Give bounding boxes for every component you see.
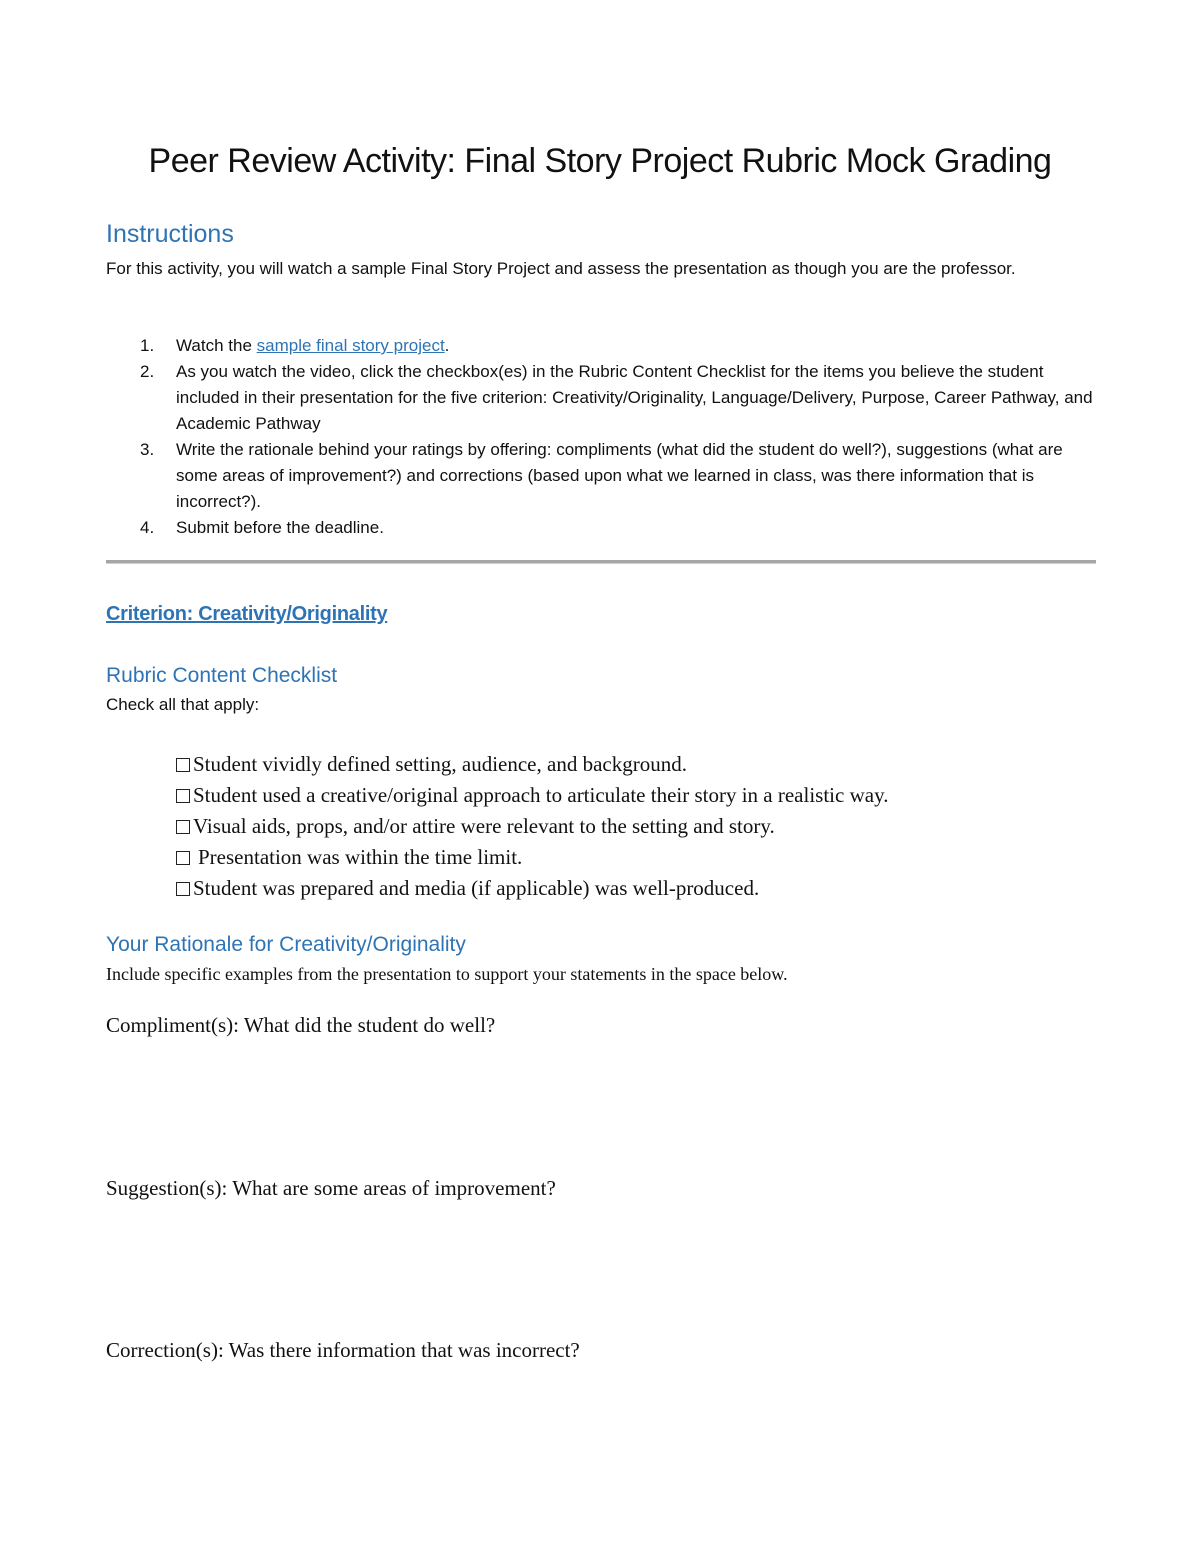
instructions-heading: Instructions bbox=[106, 220, 234, 248]
checklist-heading: Rubric Content Checklist bbox=[106, 664, 338, 687]
correction-question: Correction(s): Was there information that was incorrect? bbox=[106, 1338, 580, 1362]
checklist-item-time-limit[interactable] bbox=[176, 842, 888, 873]
checklist-item-prepared[interactable] bbox=[176, 873, 888, 904]
checklist-item-label: Student vividly defined setting, audience, and background. bbox=[193, 752, 687, 776]
compliment-answer-field[interactable] bbox=[106, 1045, 1100, 1159]
checklist-item-visual-aids[interactable] bbox=[176, 811, 888, 842]
checklist-item-label: Student was prepared and media (if applicable) was well-produced. bbox=[193, 876, 760, 900]
step-text-end: . bbox=[444, 336, 450, 355]
checklist-item-approach[interactable] bbox=[176, 780, 888, 811]
step-number: 1. bbox=[140, 336, 155, 355]
instructions-steps bbox=[106, 333, 1096, 541]
rationale-heading: Your Rationale for Creativity/Originality bbox=[106, 933, 466, 956]
step-text: As you watch the video, click the checkbox(es) in the Rubric Content Checklist for the items you believe the student included in their presentation for the five criterion: Creativity/Originality, Language/Delivery, Purpose, Career Pathway, and Academic Pathway bbox=[176, 362, 1093, 433]
step-2 bbox=[106, 359, 1096, 437]
rationale-instruction: Include specific examples from the presentation to support your statements in the space below. bbox=[106, 964, 788, 984]
rubric-checklist bbox=[176, 749, 888, 904]
checklist-item-label: Presentation was within the time limit. bbox=[198, 845, 523, 869]
checkbox[interactable] bbox=[176, 882, 190, 896]
checkbox[interactable] bbox=[176, 789, 190, 803]
checklist-item-label: Visual aids, props, and/or attire were relevant to the setting and story. bbox=[193, 814, 775, 838]
suggestion-question: Suggestion(s): What are some areas of improvement? bbox=[106, 1176, 556, 1200]
criterion-heading: Criterion: Creativity/Originality bbox=[106, 603, 388, 625]
section-divider bbox=[106, 560, 1096, 564]
checklist-item-label: Student used a creative/original approach to articulate their story in a realistic way. bbox=[193, 783, 889, 807]
checklist-instruction: Check all that apply: bbox=[106, 695, 260, 714]
correction-answer-field[interactable] bbox=[106, 1370, 1100, 1484]
checklist-item-setting[interactable] bbox=[176, 749, 888, 780]
compliment-question: Compliment(s): What did the student do well? bbox=[106, 1013, 496, 1037]
checkbox[interactable] bbox=[176, 758, 190, 772]
step-text: Write the rationale behind your ratings by offering: compliments (what did the student do well?), suggestions (what are some areas of improvement?) and corrections (based upon what we learned in class, was there information that is incorrect?). bbox=[176, 440, 1063, 511]
step-4 bbox=[106, 515, 1096, 541]
sample-project-link[interactable]: sample final story project bbox=[256, 336, 445, 355]
page-title: Peer Review Activity: Final Story Project Rubric Mock Grading bbox=[148, 142, 1052, 180]
step-number: 4. bbox=[140, 518, 155, 537]
step-text: Watch the bbox=[176, 336, 257, 355]
suggestion-answer-field[interactable] bbox=[106, 1208, 1100, 1322]
instructions-intro: For this activity, you will watch a sample Final Story Project and assess the presentation as though you are the professor. bbox=[106, 259, 1016, 278]
checkbox[interactable] bbox=[176, 851, 190, 865]
step-1 bbox=[106, 333, 1096, 359]
step-text: Submit before the deadline. bbox=[176, 518, 384, 537]
step-number: 3. bbox=[140, 440, 155, 459]
step-3 bbox=[106, 437, 1096, 515]
checkbox[interactable] bbox=[176, 820, 190, 834]
step-number: 2. bbox=[140, 362, 155, 381]
